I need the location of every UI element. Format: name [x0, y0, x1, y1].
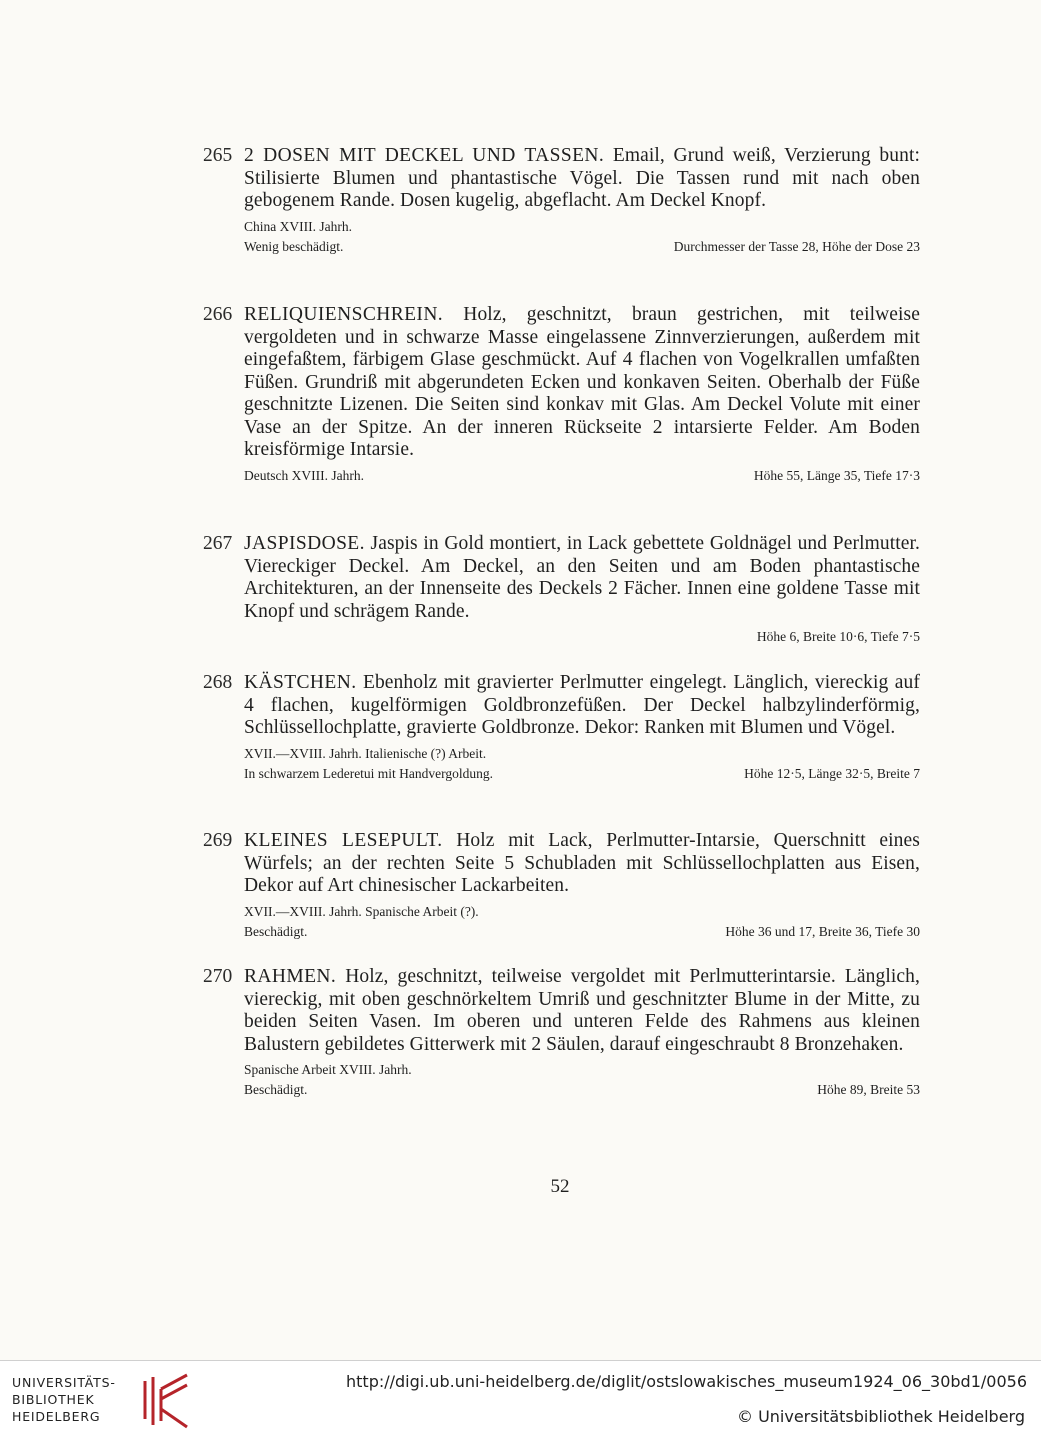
entry-description [244, 145, 920, 213]
page-number: 52 [550, 1176, 570, 1197]
entry-title: 2 DOSEN MIT DECKEL UND TASSEN. [244, 145, 605, 166]
entry-title: RELIQUIENSCHREIN. [244, 304, 444, 325]
catalog-entry-269 [203, 830, 920, 942]
entry-description [244, 966, 920, 1056]
entry-meta-row [244, 237, 920, 257]
permalink-url[interactable]: http://digi.ub.uni-heidelberg.de/diglit/ostslowakisches_museum1924_06_30bd1/0056 [346, 1372, 1027, 1391]
meta-right: Höhe 6, Breite 10·6, Tiefe 7·5 [756, 629, 920, 644]
library-logo-icon[interactable] [135, 1369, 193, 1431]
entry-number: 267 [203, 533, 233, 554]
meta-left: Beschädigt. [244, 923, 308, 939]
meta-right: Höhe 36 und 17, Breite 36, Tiefe 30 [725, 923, 920, 939]
meta-right: Höhe 89, Breite 53 [817, 1082, 920, 1097]
catalog-entry-265 [203, 145, 920, 257]
entry-title: KÄSTCHEN. [244, 672, 357, 693]
entry-number: 270 [203, 966, 233, 987]
meta-left: Wenig beschädigt. [244, 238, 344, 254]
entry-description [244, 304, 920, 462]
entry-description [244, 672, 920, 740]
library-line: UNIVERSITÄTS- [12, 1375, 116, 1390]
entry-title: RAHMEN. [244, 966, 337, 987]
logo-stroke [161, 1409, 187, 1427]
meta-right: Höhe 12·5, Länge 32·5, Breite 7 [744, 765, 920, 781]
footer-bar [0, 1360, 1041, 1437]
meta-left: XVII.—XVIII. Jahrh. Italienische (?) Arbeit. [244, 745, 487, 761]
entry-text: Holz mit Lack, Perlmutter-Intarsie, Querschnitt eines Würfels; an der rechten Seite 5 Schubladen mit Schlüssellochplatten aus Eisen, Dekor auf Art chinesischer Lackarbeiten. [244, 830, 920, 896]
entry-meta-row [244, 1080, 920, 1100]
library-name [12, 1374, 116, 1425]
entry-text: Ebenholz mit gravierter Perlmutter eingelegt. Länglich, viereckig auf 4 flachen, kugelförmigen Goldbronzefüßen. Der Deckel halbzylinderförmig, Schlüssellochplatte, gravierte Goldbronze. Dekor: Ranken mit Blumen und Vögel. [244, 672, 920, 738]
entry-meta-row [244, 627, 920, 647]
entry-number: 268 [203, 672, 233, 693]
entry-meta-row [244, 744, 920, 764]
meta-right: Höhe 55, Länge 35, Tiefe 17·3 [753, 467, 920, 483]
meta-left: Deutsch XVIII. Jahrh. [244, 467, 364, 483]
entry-number: 265 [203, 145, 233, 166]
library-line: HEIDELBERG [12, 1409, 101, 1424]
meta-left: In schwarzem Lederetui mit Handvergoldung. [244, 765, 494, 781]
meta-right: Durchmesser der Tasse 28, Höhe der Dose 23 [673, 238, 920, 254]
meta-left: Spanische Arbeit XVIII. Jahrh. [244, 1062, 412, 1077]
catalog-entry-268 [203, 672, 920, 784]
catalog-entry-267 [203, 533, 920, 647]
entry-meta-row [244, 922, 920, 942]
meta-left: China XVIII. Jahrh. [244, 218, 352, 234]
library-line: BIBLIOTHEK [12, 1392, 95, 1407]
entry-text: Email, Grund weiß, Verzierung bunt: Stilisierte Blumen und phantastische Vögel. Die Tassen rund mit nach oben gebogenem Rande. Dosen kugelig, abgeflacht. Am Deckel Knopf. [244, 145, 920, 211]
entry-number: 269 [203, 830, 233, 851]
entry-description [244, 533, 920, 623]
entry-number: 266 [203, 304, 233, 325]
catalog-entry-266 [203, 304, 920, 486]
entry-title: JASPISDOSE. [244, 533, 365, 554]
entry-meta-row [244, 764, 920, 784]
meta-left: XVII.—XVIII. Jahrh. Spanische Arbeit (?). [244, 903, 479, 919]
entry-text: Holz, geschnitzt, braun gestrichen, mit teilweise vergoldeten und in schwarze Masse eingelassene Zinnverzierungen, außerdem mit eingefaßtem, färbigem Glase geschmückt. Auf 4 flachen von Vogelkrallen umfaßten Füßen. Grundriß mit abgerundeten Ecken und konkaven Seiten. Oberhalb der Füße geschnitzte Lizenen. Die Seiten sind konkav mit Glas. Am Deckel Volute mit einer Vase an der Spitze. An der inneren Rückseite 2 intarsierte Felder. Am Boden kreisförmige Intarsie. [244, 304, 920, 460]
meta-left: Beschädigt. [244, 1082, 308, 1097]
entry-meta-row [244, 902, 920, 922]
copyright-notice: © Universitätsbibliothek Heidelberg [736, 1407, 1025, 1426]
entry-description [244, 830, 920, 898]
entry-meta-row [244, 217, 920, 237]
entry-text: Jaspis in Gold montiert, in Lack gebettete Goldnägel und Perlmutter. Viereckiger Deckel. Am Deckel, an den Seiten und am Boden phantastische Architekturen, an der Innenseite des Deckels 2 Fächer. Innen eine goldene Tasse mit Knopf und schrägem Rande. [244, 533, 920, 622]
entry-title: KLEINES LESEPULT. [244, 830, 443, 851]
entry-meta-row [244, 466, 920, 486]
entry-meta-row [244, 1060, 920, 1080]
catalog-entry-270 [203, 966, 920, 1100]
entry-text: Holz, geschnitzt, teilweise vergoldet mit Perlmutterintarsie. Länglich, viereckig, mit oben geschnörkeltem Umriß und geschnitzter Blume in der Mitte, zu beiden Seiten Vasen. Im oberen und unteren Felde des Rahmens aus kleinen Balustern gebildetes Gitterwerk mit 2 Säulen, darauf eingeschraubt 8 Bronzehaken. [244, 966, 920, 1055]
